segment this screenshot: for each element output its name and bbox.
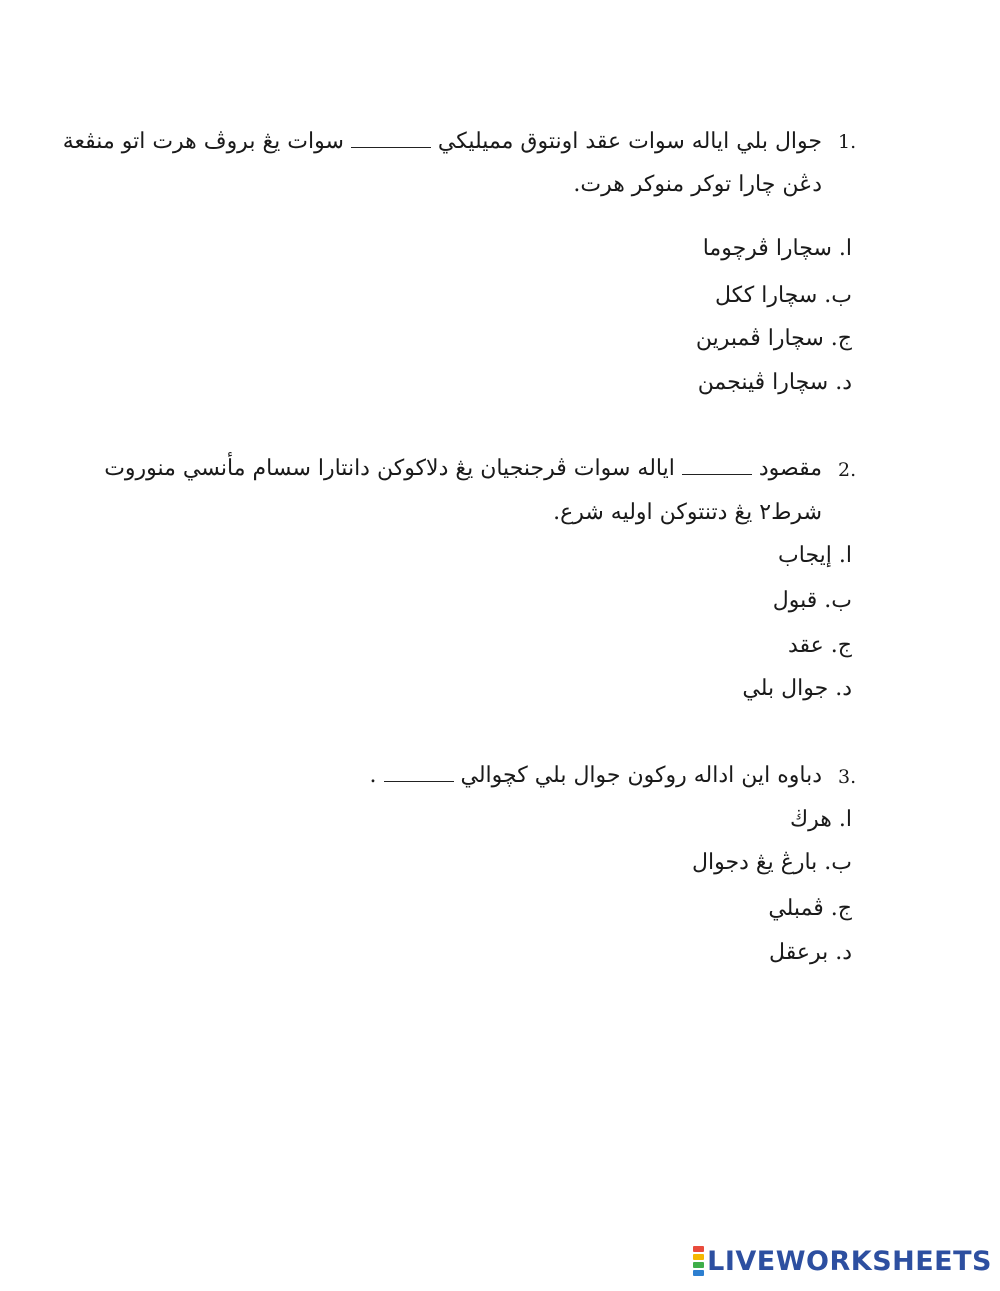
logo-stripe [693,1262,704,1268]
option-d[interactable]: د. برعقل [769,940,852,965]
option-a[interactable]: ا. هرڬ [790,807,852,832]
question-number: 3. [838,766,857,788]
question-text: جوال بلي اياله سوات عقد اونتوق مميليكي [437,129,822,154]
question-text-line: شرط٢ يڠ دتنتوكن اوليه شرع. [553,500,822,525]
question-text-line [63,127,822,157]
option-c[interactable]: ج. سچارا ڤمبرين [695,326,852,351]
answer-blank[interactable] [351,133,431,148]
question-text: مقصود [758,456,822,481]
question-text-line [104,454,822,484]
question-text: سوات يڠ بروڤ هرت اتو منڤعة [62,129,344,154]
option-c[interactable]: ج. ڤمبلي [768,896,852,921]
option-a[interactable]: ا. سچارا ڤرچوما [702,236,852,261]
logo-stripe [693,1254,704,1260]
answer-blank[interactable] [384,767,454,782]
brand-name: LIVEWORKSHEETS [707,1245,992,1277]
option-c[interactable]: ج. عقد [788,633,852,658]
question-text: اياله سوات ڤرجنجيان يڠ دلاكوكن دانتارا سسام مأنسي منوروت [104,456,675,481]
logo-stripe [693,1270,704,1276]
liveworksheets-logo [693,1245,992,1277]
question-text-line: دڠن چارا توكر منوكر هرت. [573,172,822,197]
option-a[interactable]: ا. إيجاب [778,543,852,568]
question-number: 1. [838,131,857,153]
logo-icon [693,1245,704,1277]
option-b[interactable]: ب. سچارا ككل [714,283,852,308]
option-d[interactable]: د. سچارا ڤينجمن [697,370,852,395]
answer-blank[interactable] [682,460,752,475]
logo-stripe [693,1246,704,1252]
question-text: . [369,763,377,788]
question-text-line [370,761,822,791]
option-b[interactable]: ب. بارڠ يڠ دجوال [692,850,852,875]
question-text: دباوه اين اداله روكون جوال بلي كچوالي [460,763,822,788]
option-d[interactable]: د. جوال بلي [742,676,852,701]
option-b[interactable]: ب. قبول [772,588,852,613]
question-number: 2. [838,459,857,481]
